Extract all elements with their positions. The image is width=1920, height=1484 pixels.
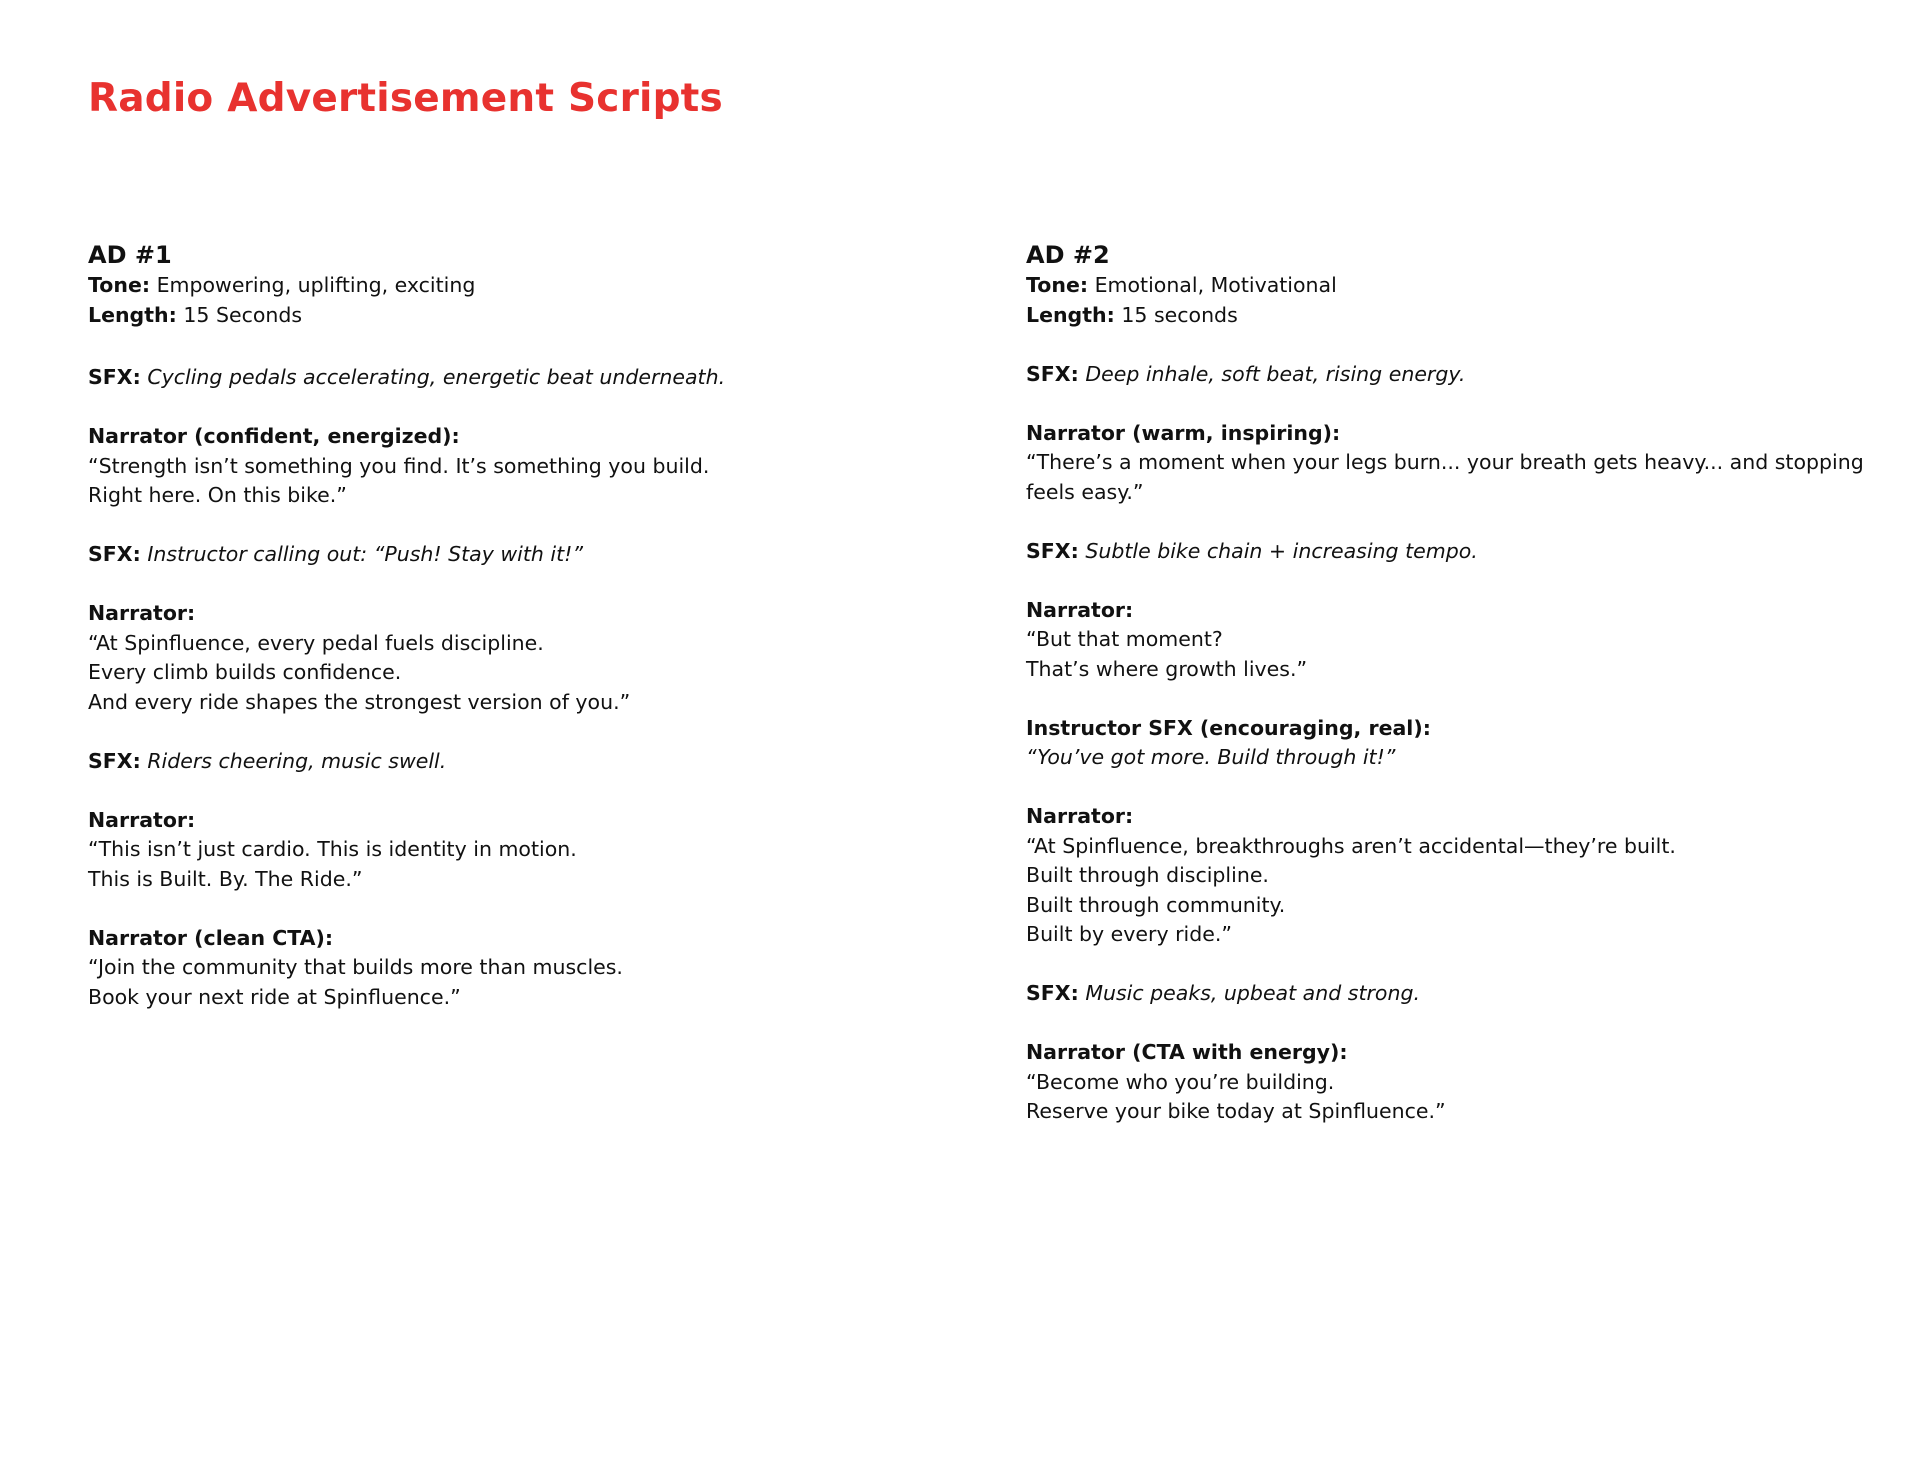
- script-line: “At Spinfluence, every pedal fuels discipline.: [88, 630, 544, 655]
- length-value: 15 Seconds: [183, 302, 303, 327]
- script-line: Every climb builds confidence.: [88, 660, 402, 684]
- sfx-block: [88, 540, 948, 570]
- ad-heading: AD #2: [1026, 241, 1110, 269]
- length-label: Length:: [1026, 302, 1115, 327]
- speaker-label: Narrator:: [88, 601, 196, 625]
- script-line: Book your next ride at Spinfluence.”: [88, 984, 461, 1009]
- script-line: “This isn’t just cardio. This is identity in motion.: [88, 837, 577, 861]
- sfx-label: SFX:: [1026, 538, 1079, 563]
- script-line: “Strength isn’t something you find. It’s something you build.: [88, 453, 710, 478]
- script-line: And every ride shapes the strongest version of you.”: [88, 689, 631, 714]
- script-line: “Join the community that builds more than muscles.: [88, 955, 623, 979]
- tone-value: Emotional, Motivational: [1094, 273, 1337, 297]
- narrator-block: [88, 599, 948, 717]
- sfx-text: Subtle bike chain + increasing tempo.: [1085, 538, 1478, 563]
- speaker-label: Narrator:: [1026, 597, 1134, 622]
- narrator-cta-block: [88, 924, 948, 1013]
- sfx-label: SFX:: [88, 365, 141, 389]
- script-line: Built by every ride.”: [1026, 922, 1232, 946]
- page-title: Radio Advertisement Scripts: [88, 76, 723, 121]
- ad-heading: AD #1: [88, 241, 172, 269]
- script-line: Built through community.: [1026, 892, 1286, 917]
- sfx-block: [1026, 979, 1886, 1009]
- sfx-block: [88, 363, 948, 393]
- sfx-block: [1026, 537, 1886, 567]
- length-line: [88, 301, 948, 331]
- script-line: Reserve your bike today at Spinfluence.”: [1026, 1099, 1446, 1123]
- speaker-label: Narrator (CTA with energy):: [1026, 1040, 1348, 1064]
- script-line: “Become who you’re building.: [1026, 1069, 1335, 1094]
- length-value: 15 seconds: [1121, 302, 1238, 327]
- script-line: Built through discipline.: [1026, 863, 1269, 887]
- narrator-block: [1026, 419, 1886, 508]
- sfx-block: [1026, 360, 1886, 390]
- narrator-block: [88, 422, 948, 511]
- tone-label: Tone:: [88, 273, 151, 297]
- sfx-text: Deep inhale, soft beat, rising energy.: [1085, 361, 1466, 386]
- narrator-block: [1026, 596, 1886, 685]
- length-line: [1026, 301, 1886, 331]
- instructor-block: [1026, 714, 1886, 773]
- script-line: This is Built. By. The Ride.”: [88, 866, 363, 891]
- sfx-text: Instructor calling out: “Push! Stay with it!”: [147, 542, 583, 566]
- narrator-block: [88, 806, 948, 895]
- length-label: Length:: [88, 302, 177, 327]
- speaker-label: Narrator (clean CTA):: [88, 925, 334, 950]
- script-line: That’s where growth lives.”: [1026, 656, 1308, 681]
- tone-line: [1026, 271, 1886, 301]
- script-line: “You’ve got more. Build through it!”: [1026, 745, 1396, 769]
- script-line: “At Spinfluence, breakthroughs aren’t accidental—they’re built.: [1026, 833, 1676, 858]
- script-line: Right here. On this bike.”: [88, 483, 347, 507]
- sfx-label: SFX:: [88, 542, 141, 566]
- speaker-label: Narrator:: [1026, 804, 1134, 828]
- tone-label: Tone:: [1026, 273, 1089, 297]
- script-line: “But that moment?: [1026, 627, 1223, 651]
- sfx-block: [88, 747, 948, 777]
- sfx-label: SFX:: [1026, 981, 1079, 1005]
- speaker-label: Instructor SFX (encouraging, real):: [1026, 715, 1431, 740]
- script-line: “There’s a moment when your legs burn... your breath gets heavy... and stopping: [1026, 450, 1864, 474]
- script-line: feels easy.”: [1026, 479, 1144, 504]
- ad-2-column: [1026, 239, 1886, 1127]
- sfx-label: SFX:: [88, 748, 141, 773]
- ad-1-column: [88, 239, 948, 1012]
- speaker-label: Narrator:: [88, 807, 196, 832]
- sfx-text: Music peaks, upbeat and strong.: [1085, 981, 1420, 1005]
- tone-value: Empowering, uplifting, exciting: [156, 273, 476, 297]
- tone-line: [88, 271, 948, 301]
- narrator-block: [1026, 802, 1886, 950]
- sfx-text: Riders cheering, music swell.: [147, 748, 447, 773]
- narrator-cta-block: [1026, 1038, 1886, 1127]
- sfx-label: SFX:: [1026, 361, 1079, 386]
- sfx-text: Cycling pedals accelerating, energetic beat underneath.: [147, 365, 726, 389]
- speaker-label: Narrator (warm, inspiring):: [1026, 420, 1341, 445]
- speaker-label: Narrator (confident, energized):: [88, 424, 460, 448]
